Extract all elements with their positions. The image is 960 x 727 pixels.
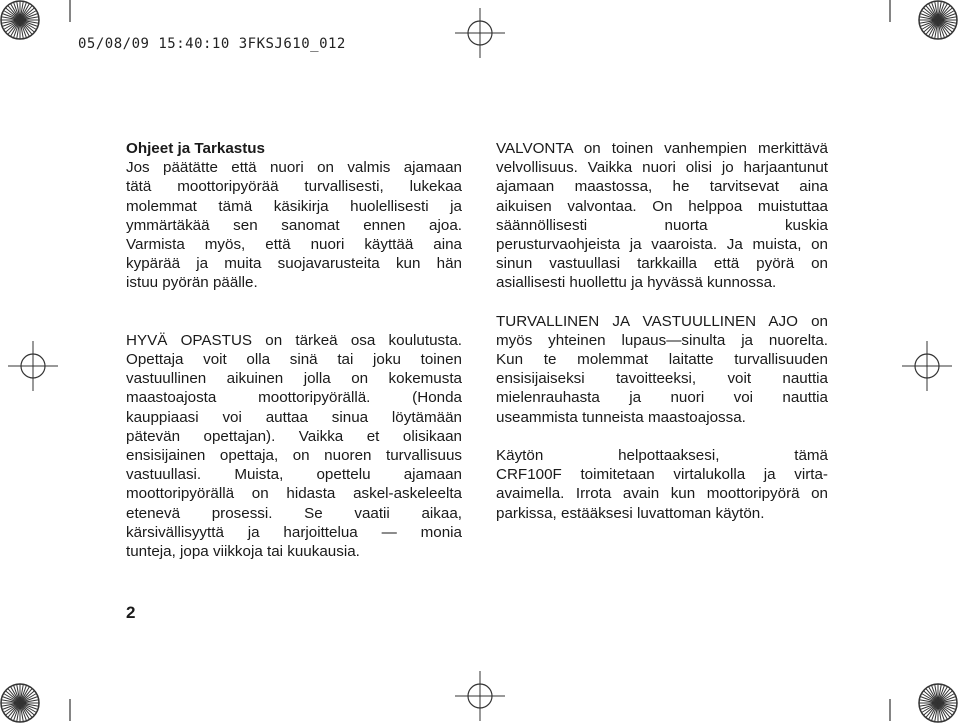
text-line: Opettaja voit olla sinä tai joku toinen	[126, 351, 462, 369]
text-line: tunteja, jopa viikkoja tai kuukausia.	[126, 542, 360, 560]
text-line: tätä moottoripyörää turvallisesti, lukekaa	[126, 178, 462, 196]
text-line: ymmärtäkää sen sanomat ennen ajoa.	[126, 216, 462, 234]
text-line: perusturvaohjeista ja vaaroista. Ja muista, on	[496, 235, 828, 253]
paragraph-intro	[126, 158, 462, 292]
text-line: aikuisen valvontaa. On helppoa muistuttaa	[496, 197, 828, 215]
left-column	[126, 139, 462, 561]
text-line: Käytön helpottaaksesi, tämä	[496, 447, 828, 464]
text-line: velvollisuus. Vaikka nuori olisi jo harjaantunut	[496, 159, 828, 177]
text-line: ensisijainen opettaja, on nuoren turvallisuus	[126, 447, 462, 464]
text-line: useammista tunneista maastoajossa.	[496, 408, 746, 426]
crosshair-mark-bottom	[455, 671, 505, 721]
text-line: ensisijaiseksi tavoitteeksi, voit nauttia	[496, 370, 828, 388]
text-line: pätevän opettajan). Vaikka et olisikaan	[126, 427, 462, 445]
page-number: 2	[126, 603, 136, 622]
text-line: avaimella. Irrota avain kun moottoripyörä on	[496, 485, 828, 503]
text-line: moottoripyörällä on hidasta askel-askeleelta	[126, 485, 462, 503]
crosshair-mark-top	[455, 8, 505, 58]
text-line: etenevä prosessi. Se vaatii aikaa,	[126, 504, 462, 522]
text-line: TURVALLINEN JA VASTUULLINEN AJO on	[496, 312, 828, 330]
text-line: Kun te molemmat laitatte turvallisuuden	[496, 351, 828, 369]
text-line: HYVÄ OPASTUS on tärkeä osa koulutusta.	[126, 331, 462, 349]
right-column	[496, 139, 828, 523]
text-line: asiallisesti huollettu ja hyvässä kunnossa.	[496, 274, 777, 292]
paragraph-supervision	[496, 139, 828, 293]
text-line: vastuullinen aikuinen jolla on kokemusta	[126, 370, 462, 388]
text-line: CRF100F toimitetaan virtalukolla ja virta-	[496, 466, 828, 484]
text-line: mielenrauhasta ja nuori voi nauttia	[496, 389, 828, 407]
text-line: vastuullasi. Muista, opettelu ajamaan	[126, 466, 462, 484]
section-heading: Ohjeet ja Tarkastus	[126, 140, 265, 157]
text-line: VALVONTA on toinen vanhempien merkittävä	[496, 140, 828, 157]
text-line: kypärää ja muita suojavarusteita kun hän	[126, 255, 462, 273]
text-line: sinun vastuullasi tarkkailla että pyörä on	[496, 255, 828, 273]
text-line: parkissa, estääksesi luvattoman käytön.	[496, 504, 765, 522]
text-line: säännöllisesti nuorta kuskia	[496, 216, 828, 234]
text-line: Varmista myös, että nuori käyttää aina	[126, 235, 462, 253]
paragraph-guidance	[126, 331, 462, 561]
crosshair-mark-left	[8, 341, 58, 391]
crosshair-mark-right	[902, 341, 952, 391]
paragraph-ignition-key	[496, 446, 828, 523]
text-line: istuu pyörän päälle.	[126, 274, 258, 292]
text-line: Jos päätätte että nuori on valmis ajamaan	[126, 159, 462, 177]
text-line: kärsivällisyyttä ja harjoittelua ― monia	[126, 523, 462, 541]
text-line: kauppiaasi voi auttaa sinua löytämään	[126, 408, 462, 426]
text-line: ajamaan maastossa, he tarvitsevat aina	[496, 178, 828, 196]
print-job-code: 05/08/09 15:40:10 3FKSJ610_012	[78, 36, 346, 52]
text-line: molemmat tämä käsikirja huolellisesti ja	[126, 197, 462, 215]
paragraph-safe-riding	[496, 312, 828, 427]
text-line: myös yhteinen lupaus―sinulta ja nuorelta.	[496, 331, 828, 349]
text-line: maastoajosta moottoripyörällä. (Honda	[126, 389, 462, 407]
